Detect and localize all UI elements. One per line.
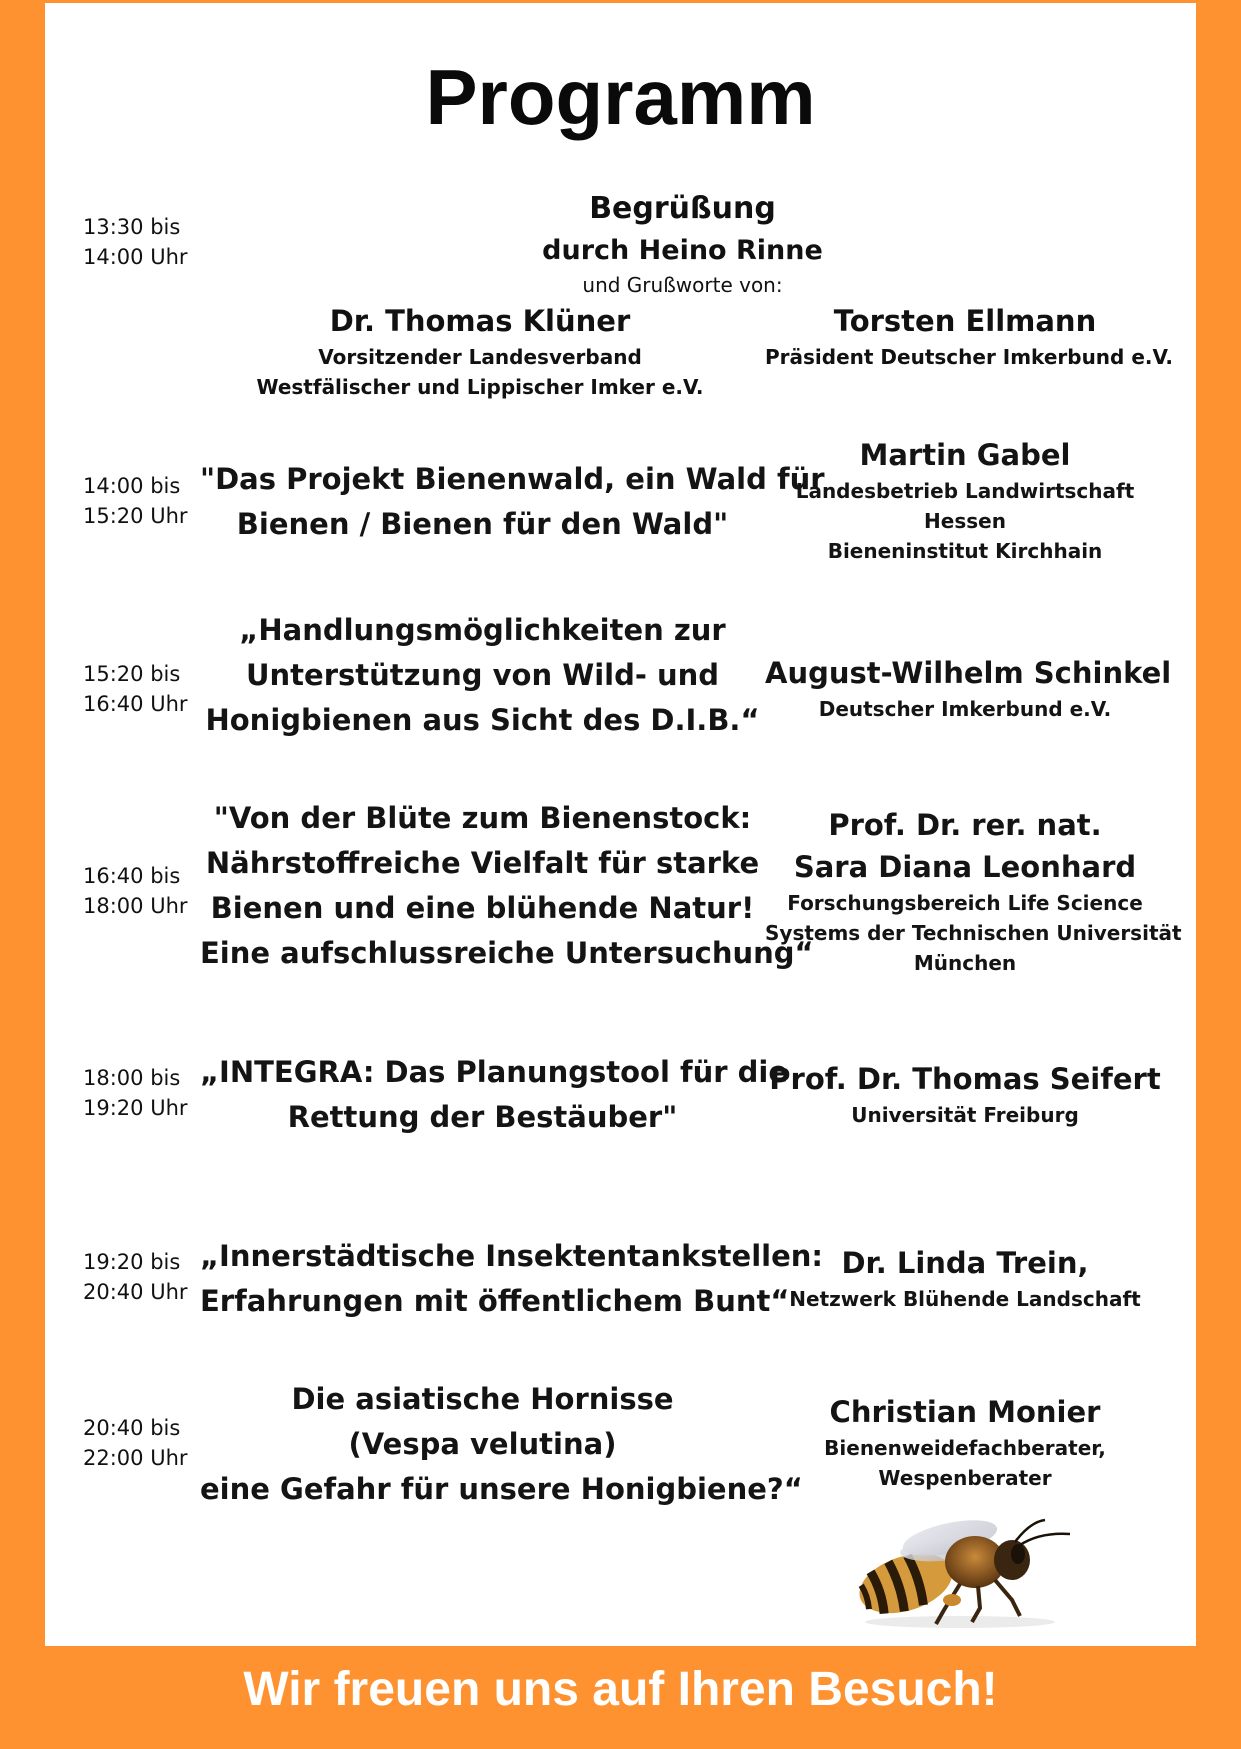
speaker-affiliation: Systems der Technischen Universität <box>765 921 1182 945</box>
talk-title-line: eine Gefahr für unsere Honigbiene?“ <box>200 1472 803 1506</box>
talk-title-line: Honigbienen aus Sicht des D.I.B.“ <box>205 703 760 737</box>
speaker-affiliation: Deutscher Imkerbund e.V. <box>818 697 1112 721</box>
talk-title-session-2 <box>200 608 765 743</box>
talk-title-session-5 <box>200 1234 824 1324</box>
time-end: 22:00 Uhr <box>83 1446 188 1470</box>
greeter-name: Dr. Thomas Klüner <box>329 304 631 338</box>
speaker-affiliation: Bieneninstitut Kirchhain <box>827 539 1103 563</box>
footer-message: Wir freuen uns auf Ihren Besuch! <box>243 1663 998 1716</box>
speaker-name: Prof. Dr. Thomas Seifert <box>769 1062 1161 1096</box>
greeter-affiliation: Präsident Deutscher Imkerbund e.V. <box>765 345 1173 369</box>
speaker-session-4 <box>765 1058 1165 1130</box>
talk-title-line: Bienen und eine blühende Natur! <box>210 891 755 925</box>
speaker-name: Prof. Dr. rer. nat. <box>828 808 1102 842</box>
greeter-ellmann <box>765 300 1173 372</box>
talk-title-line: Die asiatische Hornisse <box>291 1382 674 1416</box>
time-end: 18:00 Uhr <box>83 894 188 918</box>
welcome-heading-block <box>470 187 895 299</box>
time-start: 15:20 bis <box>83 662 181 686</box>
speaker-name: August-Wilhelm Schinkel <box>765 656 1172 690</box>
time-end: 20:40 Uhr <box>83 1280 188 1304</box>
speaker-name: Sara Diana Leonhard <box>793 850 1137 884</box>
speaker-affiliation: Hessen <box>924 509 1006 533</box>
speaker-affiliation: Netzwerk Blühende Landschaft <box>789 1287 1141 1311</box>
time-slot-welcome <box>83 212 213 272</box>
time-end: 14:00 Uhr <box>83 245 188 269</box>
talk-title-line: Erfahrungen mit öffentlichem Bunt“ <box>200 1284 790 1318</box>
time-end: 15:20 Uhr <box>83 504 188 528</box>
time-slot-session-6 <box>83 1413 213 1473</box>
speaker-affiliation: München <box>913 951 1017 975</box>
welcome-host: durch Heino Rinne <box>542 235 823 266</box>
welcome-heading: Begrüßung <box>589 191 776 226</box>
speaker-affiliation: Bienenweidefachberater, <box>824 1436 1106 1460</box>
speaker-session-1 <box>765 434 1165 566</box>
time-start: 18:00 bis <box>83 1066 181 1090</box>
talk-title-line: "Von der Blüte zum Bienenstock: <box>213 801 752 835</box>
time-slot-session-5 <box>83 1247 213 1307</box>
greeter-affiliation: Vorsitzender Landesverband <box>318 345 642 369</box>
speaker-name: Christian Monier <box>829 1395 1101 1429</box>
talk-title-line: „Handlungsmöglichkeiten zur <box>239 613 726 647</box>
time-start: 14:00 bis <box>83 474 181 498</box>
greeter-kluener <box>230 300 730 402</box>
talk-title-session-6 <box>200 1377 803 1512</box>
speaker-name: Martin Gabel <box>859 438 1071 472</box>
time-slot-session-3 <box>83 861 213 921</box>
talk-title-line: Rettung der Bestäuber" <box>287 1100 678 1134</box>
time-slot-session-1 <box>83 471 213 531</box>
greeter-name: Torsten Ellmann <box>833 304 1097 338</box>
time-slot-session-4 <box>83 1063 213 1123</box>
talk-title-line: (Vespa velutina) <box>348 1427 617 1461</box>
talk-title-line: Nährstoffreiche Vielfalt für starke <box>205 846 760 880</box>
time-start: 13:30 bis <box>83 215 181 239</box>
talk-title-line: "Das Projekt Bienenwald, ein Wald für <box>200 462 825 496</box>
talk-title-line: „Innerstädtische Insektentankstellen: <box>200 1239 824 1273</box>
speaker-affiliation: Universität Freiburg <box>851 1103 1079 1127</box>
talk-title-session-3 <box>200 796 814 976</box>
bee-icon <box>840 1500 1080 1630</box>
page-title: Programm <box>425 53 816 141</box>
speaker-session-2 <box>765 652 1172 724</box>
talk-title-line: Bienen / Bienen für den Wald" <box>236 507 729 541</box>
speaker-affiliation: Forschungsbereich Life Science <box>787 891 1143 915</box>
time-end: 19:20 Uhr <box>83 1096 188 1120</box>
speaker-session-6 <box>765 1391 1165 1493</box>
time-end: 16:40 Uhr <box>83 692 188 716</box>
talk-title-line: „INTEGRA: Das Planungstool für die <box>200 1055 789 1089</box>
speaker-affiliation: Landesbetrieb Landwirtschaft <box>795 479 1135 503</box>
speaker-affiliation: Wespenberater <box>878 1466 1052 1490</box>
time-start: 20:40 bis <box>83 1416 181 1440</box>
greeter-affiliation: Westfälischer und Lippischer Imker e.V. <box>256 375 704 399</box>
welcome-intro: und Grußworte von: <box>582 273 783 297</box>
speaker-name: Dr. Linda Trein, <box>841 1246 1089 1280</box>
speaker-session-3 <box>765 804 1182 978</box>
talk-title-session-1 <box>200 457 825 547</box>
time-start: 16:40 bis <box>83 864 181 888</box>
speaker-session-5 <box>765 1242 1165 1314</box>
talk-title-session-4 <box>200 1050 789 1140</box>
time-slot-session-2 <box>83 659 213 719</box>
talk-title-line: Eine aufschlussreiche Untersuchung“ <box>200 936 814 970</box>
talk-title-line: Unterstützung von Wild- und <box>245 658 720 692</box>
time-start: 19:20 bis <box>83 1250 181 1274</box>
